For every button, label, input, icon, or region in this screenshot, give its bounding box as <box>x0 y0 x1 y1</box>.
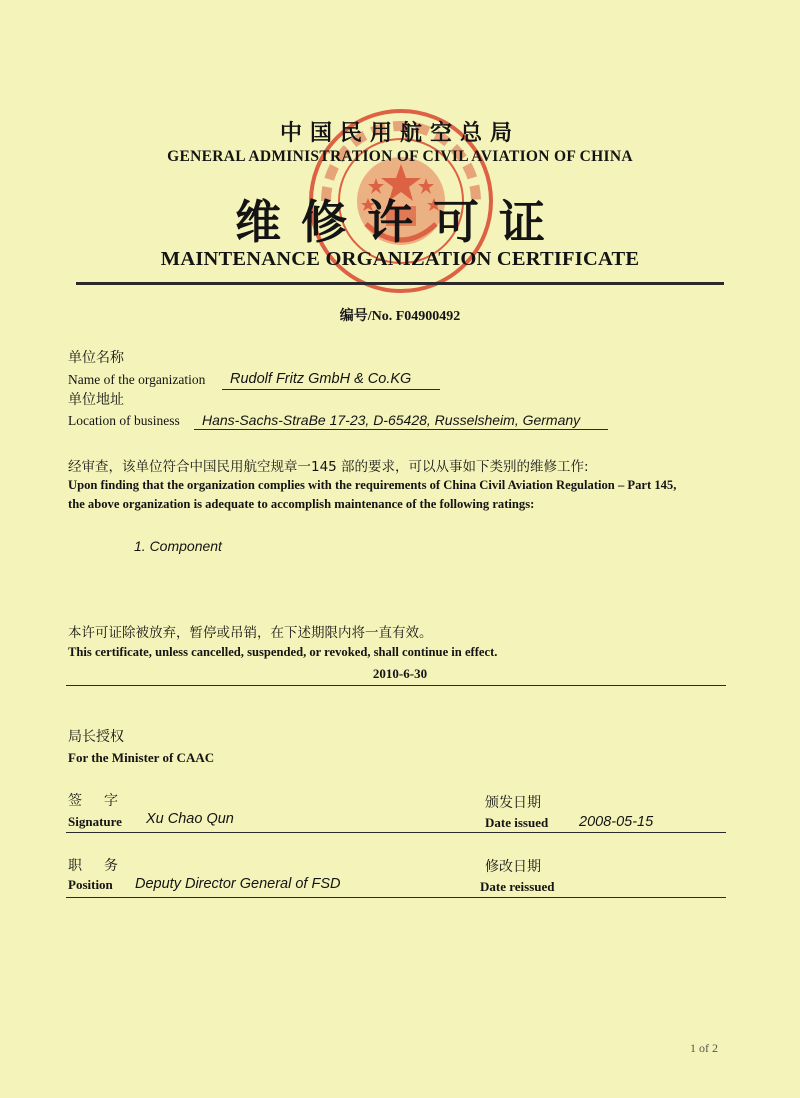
certificate-title-en: MAINTENANCE ORGANIZATION CERTIFICATE <box>160 248 640 270</box>
validity-cn: 本许可证除被放弃，暂停或吊销，在下述期限内将一直有效。 <box>68 625 433 641</box>
page-number: 1 of 2 <box>690 1041 718 1055</box>
certificate-title-cn: 维修许可证 <box>235 195 565 249</box>
position-divider <box>66 897 726 898</box>
validity-date: 2010-6-30 <box>372 666 428 681</box>
authorization-cn: 局长授权 <box>68 729 124 745</box>
findings-cn: 经审查，该单位符合中国民用航空规章一145 部的要求，可以从事如下类别的维修工作: <box>68 459 589 475</box>
findings-en-line1: Upon finding that the organization complies with the requirements of China Civil Aviation Regulation – Part 145, <box>68 478 677 492</box>
position-label-cn: 职 务 <box>68 858 122 874</box>
org-name-value: Rudolf Fritz GmbH & Co.KG <box>230 371 412 387</box>
authority-name-en: GENERAL ADMINISTRATION OF CIVIL AVIATION OF CHINA <box>167 148 633 165</box>
org-name-underline <box>222 389 440 390</box>
org-name-label-cn: 单位名称 <box>68 350 124 366</box>
position-label-en: Position <box>68 877 113 892</box>
signature-divider <box>66 832 726 833</box>
date-issued-label-cn: 颁发日期 <box>485 795 541 811</box>
validity-en: This certificate, unless cancelled, suspended, or revoked, shall continue in effect. <box>68 645 498 659</box>
date-issued-label-en: Date issued <box>485 815 549 830</box>
rating-item: 1. Component <box>134 538 222 554</box>
authority-name-cn: 中国民用航空总局 <box>279 121 520 146</box>
date-reissued-label-cn: 修改日期 <box>485 859 541 875</box>
findings-en-line2: the above organization is adequate to accomplish maintenance of the following ratings: <box>68 497 535 511</box>
title-divider <box>76 282 724 285</box>
position-value: Deputy Director General of FSD <box>135 876 341 892</box>
certificate-number: 编号/No. F04900492 <box>339 309 461 324</box>
org-location-value: Hans-Sachs-StraBe 17-23, D-65428, Russelsheim, Germany <box>202 412 581 428</box>
signature-value: Xu Chao Qun <box>146 811 234 827</box>
authorization-en: For the Minister of CAAC <box>68 750 215 765</box>
signature-label-en: Signature <box>68 814 122 829</box>
date-reissued-label-en: Date reissued <box>480 879 555 894</box>
org-location-label-cn: 单位地址 <box>68 392 124 408</box>
date-issued-value: 2008-05-15 <box>579 814 654 830</box>
signature-label-cn: 签 字 <box>68 793 122 809</box>
org-name-label-en: Name of the organization <box>68 372 206 387</box>
validity-divider <box>66 685 726 686</box>
org-location-label-en: Location of business <box>68 413 180 428</box>
org-location-underline <box>194 429 608 430</box>
